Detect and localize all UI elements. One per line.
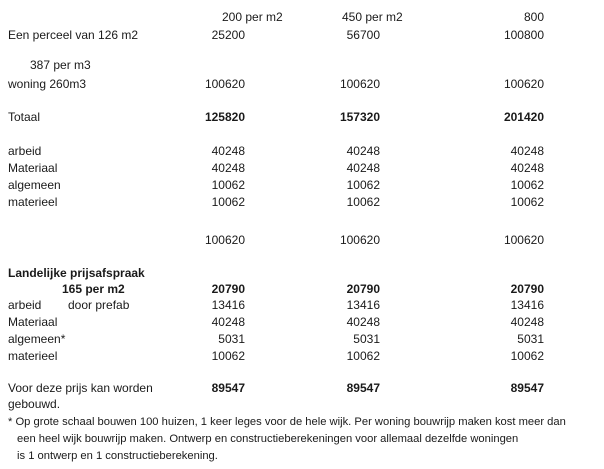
footnote-line-1: * Op grote schaal bouwen 100 huizen, 1 keer leges voor de hele wijk. Per woning bouwrijp maken kost meer dan (8, 416, 566, 428)
subtotal-value-1: 100620 (204, 233, 245, 247)
totaal-value-1: 125820 (204, 110, 245, 124)
breakdown2-value: 5031 (218, 332, 245, 346)
final-label-line2: gebouwd. (8, 397, 61, 411)
rate-header-1: 200 per m2 (222, 10, 283, 24)
breakdown-value: 40248 (211, 161, 245, 175)
landelijk-value-2: 20790 (346, 282, 380, 296)
landelijk-rate: 165 per m2 (62, 282, 125, 296)
breakdown2-value: 40248 (510, 315, 544, 329)
breakdown2-value: 5031 (353, 332, 380, 346)
breakdown-label: Materiaal (8, 161, 58, 175)
final-value-3: 89547 (510, 381, 544, 395)
breakdown-value: 40248 (211, 144, 245, 158)
breakdown2-label: algemeen* (8, 332, 66, 346)
totaal-value-2: 157320 (339, 110, 380, 124)
footnote-line-3: is 1 ontwerp en 1 constructieberekening. (17, 450, 218, 462)
woning-value-1: 100620 (204, 77, 245, 91)
breakdown2-value: 13416 (346, 298, 380, 312)
breakdown-value: 10062 (211, 178, 245, 192)
landelijk-heading: Landelijke prijsafspraak (8, 266, 145, 280)
perceel-value-2: 56700 (346, 28, 380, 42)
breakdown-label: materieel (8, 195, 58, 209)
breakdown2-value: 10062 (346, 349, 380, 363)
breakdown2-label: Materiaal (8, 315, 58, 329)
rate-header-3: 800 (523, 10, 544, 24)
final-value-1: 89547 (211, 381, 245, 395)
subtotal-value-3: 100620 (503, 233, 544, 247)
breakdown-value: 40248 (346, 144, 380, 158)
landelijk-value-3: 20790 (510, 282, 544, 296)
rate-header-2: 450 per m2 (342, 10, 403, 24)
breakdown2-label: arbeid (8, 298, 42, 312)
breakdown2-value: 13416 (510, 298, 544, 312)
breakdown2-value: 5031 (517, 332, 544, 346)
subtotal-value-2: 100620 (339, 233, 380, 247)
landelijk-value-1: 20790 (211, 282, 245, 296)
breakdown-value: 10062 (510, 178, 544, 192)
final-value-2: 89547 (346, 381, 380, 395)
breakdown-label: arbeid (8, 144, 42, 158)
woning-value-2: 100620 (339, 77, 380, 91)
breakdown-value: 40248 (510, 161, 544, 175)
woning-label: woning 260m3 (8, 77, 87, 91)
breakdown-label: algemeen (8, 178, 61, 192)
final-label-line1: Voor deze prijs kan worden (8, 381, 153, 395)
totaal-label: Totaal (8, 110, 41, 124)
totaal-value-3: 201420 (503, 110, 544, 124)
breakdown-value: 10062 (346, 195, 380, 209)
breakdown2-value: 40248 (346, 315, 380, 329)
breakdown2-value: 10062 (510, 349, 544, 363)
breakdown2-value: 40248 (211, 315, 245, 329)
perceel-value-3: 100800 (503, 28, 544, 42)
breakdown-value: 10062 (510, 195, 544, 209)
breakdown-value: 10062 (346, 178, 380, 192)
breakdown2-note: door prefab (68, 298, 130, 312)
breakdown-value: 40248 (346, 161, 380, 175)
breakdown-value: 40248 (510, 144, 544, 158)
woning-value-3: 100620 (503, 77, 544, 91)
breakdown2-label: materieel (8, 349, 58, 363)
perceel-label: Een perceel van 126 m2 (8, 28, 139, 42)
breakdown2-value: 10062 (211, 349, 245, 363)
footnote-line-2: een heel wijk bouwrijp maken. Ontwerp en constructieberekeningen voor allemaal dezelfde woningen (17, 433, 519, 445)
perceel-value-1: 25200 (211, 28, 245, 42)
woning-rate: 387 per m3 (30, 58, 91, 72)
breakdown2-value: 13416 (211, 298, 245, 312)
breakdown-value: 10062 (211, 195, 245, 209)
